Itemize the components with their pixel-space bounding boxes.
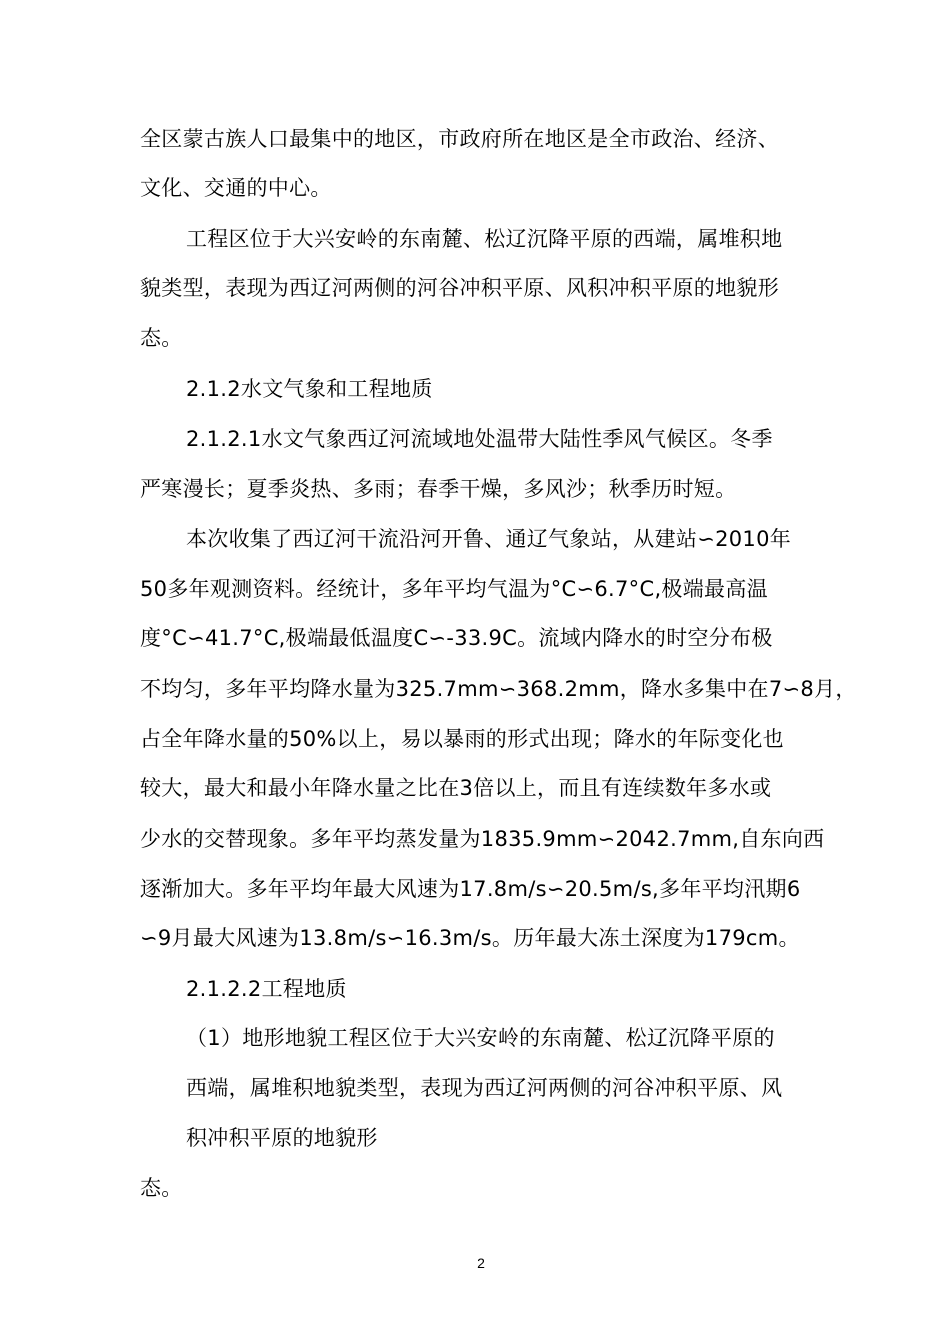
text-line: 全区蒙古族人口最集中的地区，市政府所在地区是全市政治、经济、 <box>140 127 779 151</box>
text-line: 态。 <box>140 1176 183 1200</box>
text-line: 严寒漫长；夏季炎热、多雨；春季干燥，多风沙；秋季历时短。 <box>140 477 737 501</box>
text-line: 态。 <box>140 326 183 350</box>
section-heading: 2.1.2.2工程地质 <box>186 977 347 1001</box>
section-heading: 2.1.2水文气象和工程地质 <box>186 377 433 401</box>
text-line: 积冲积平原的地貌形 <box>186 1126 378 1150</box>
text-line: 较大，最大和最小年降水量之比在3倍以上，而且有连续数年多水或 <box>140 776 772 800</box>
text-line: 逐渐加大。多年平均年最大风速为17.8m/s∽20.5m/s,多年平均汛期6 <box>140 877 801 901</box>
text-line: 少水的交替现象。多年平均蒸发量为1835.9mm∽2042.7mm,自东向西 <box>140 827 825 851</box>
text-line: 占全年降水量的50%以上，易以暴雨的形式出现；降水的年际变化也 <box>140 727 784 751</box>
text-line: 50多年观测资料。经统计，多年平均气温为°C∽6.7°C,极端最高温 <box>140 577 768 601</box>
text-line: （1）地形地貌工程区位于大兴安岭的东南麓、松辽沉降平原的 <box>186 1026 775 1050</box>
text-line: 2.1.2.1水文气象西辽河流域地处温带大陆性季风气候区。冬季 <box>186 427 773 451</box>
text-line: 工程区位于大兴安岭的东南麓、松辽沉降平原的西端，属堆积地 <box>186 227 783 251</box>
page-number: 2 <box>477 1255 485 1271</box>
text-line: 不均匀，多年平均降水量为325.7mm∽368.2mm，降水多集中在7∽8月， <box>140 677 857 701</box>
text-line: 文化、交通的中心。 <box>140 176 332 200</box>
text-line: 本次收集了西辽河干流沿河开鲁、通辽气象站，从建站∽2010年 <box>186 527 792 551</box>
text-line: ∽9月最大风速为13.8m/s∽16.3m/s。历年最大冻土深度为179cm。 <box>140 926 800 950</box>
text-line: 度°C∽41.7°C,极端最低温度C∽-33.9C。流域内降水的时空分布极 <box>140 626 773 650</box>
text-line: 西端，属堆积地貌类型，表现为西辽河两侧的河谷冲积平原、风 <box>186 1076 783 1100</box>
text-line: 貌类型，表现为西辽河两侧的河谷冲积平原、风积冲积平原的地貌形 <box>140 276 779 300</box>
